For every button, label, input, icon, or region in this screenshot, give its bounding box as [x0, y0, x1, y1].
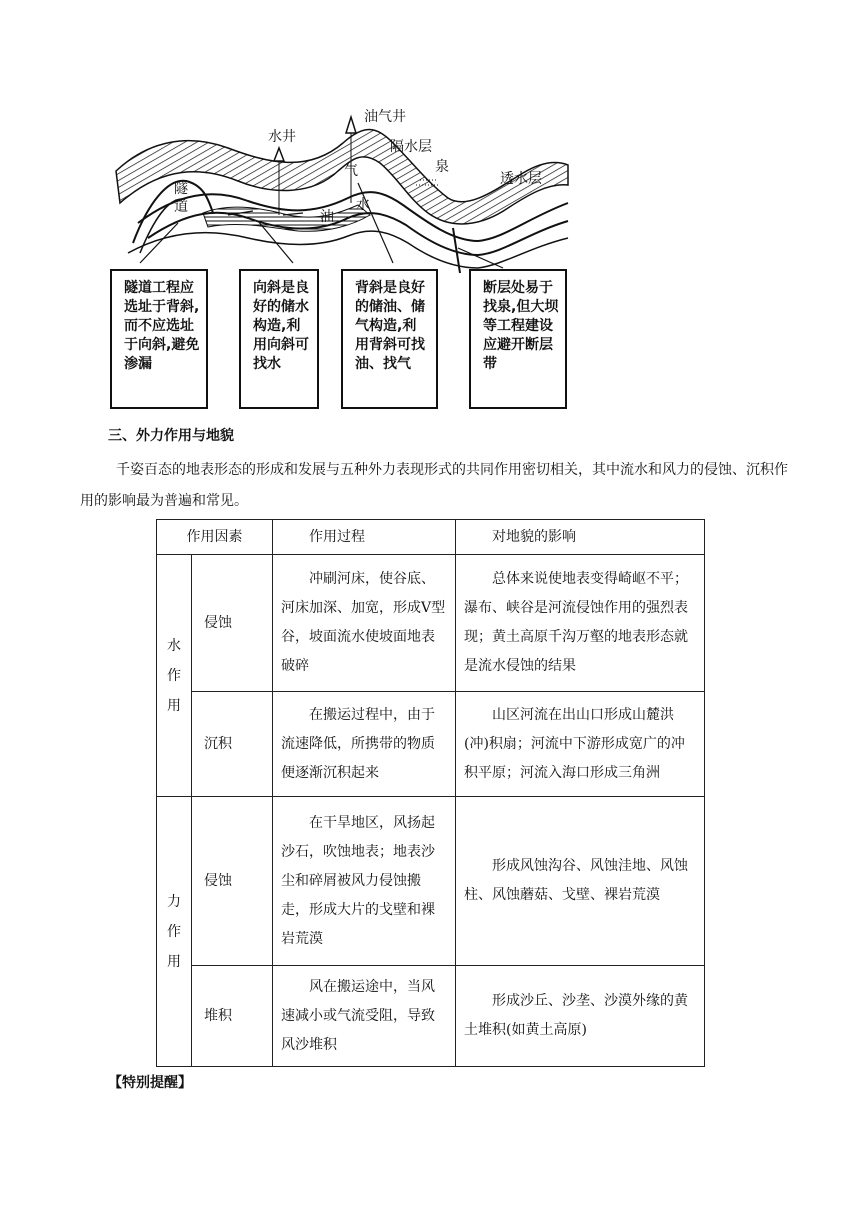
- process-cell: 在干旱地区，风扬起沙石，吹蚀地表；地表沙尘和碎屑被风力侵蚀搬走，形成大片的戈壁和裸岩荒漠: [273, 797, 456, 966]
- factor-cell: 侵蚀: [192, 797, 273, 966]
- factor-cell: 沉积: [192, 692, 273, 797]
- header-factor: 作用因素: [157, 520, 273, 555]
- note-box-anticline: 背斜是良好的储油、储气构造,利用背斜可找油、找气: [341, 269, 438, 409]
- special-reminder: 【特别提醒】: [108, 1075, 192, 1091]
- geology-figure: [108, 103, 571, 413]
- label-aquiclude: 隔水层: [390, 139, 432, 155]
- label-aquifer: 透水层: [500, 171, 542, 187]
- process-cell: 冲刷河床，使谷底、河床加深、加宽，形成V型谷，坡面流水使坡面地表破碎: [273, 555, 456, 692]
- label-spring: 泉: [435, 159, 449, 175]
- note-box-fault: 断层处易于找泉,但大坝等工程建设应避开断层带: [469, 269, 567, 409]
- water-well-icon: [274, 148, 284, 161]
- intro-paragraph: 千姿百态的地表形态的形成和发展与五种外力表现形式的共同作用密切相关，其中流水和风力的侵蚀、沉积作用的影响最为普遍和常见。: [80, 462, 788, 509]
- landform-table: [156, 519, 705, 1067]
- table-row: [157, 966, 705, 1067]
- effect-cell: 形成风蚀沟谷、风蚀洼地、风蚀柱、风蚀蘑菇、戈壁、裸岩荒漠: [456, 797, 705, 966]
- group-water: 水 作 用: [157, 555, 192, 797]
- oil-gas-well-icon: [346, 117, 356, 133]
- label-water: 水: [356, 197, 370, 213]
- factor-cell: 侵蚀: [192, 555, 273, 692]
- factor-cell: 堆积: [192, 966, 273, 1067]
- table-header-row: [157, 520, 705, 555]
- label-gas: 气: [344, 163, 358, 179]
- effect-cell: 形成沙丘、沙垄、沙漠外缘的黄土堆积(如黄土高原): [456, 966, 705, 1067]
- section-title: 三、外力作用与地貌: [108, 428, 234, 444]
- header-effect: 对地貌的影响: [456, 520, 705, 555]
- table-row: [157, 797, 705, 966]
- label-tunnel: 隧道: [174, 181, 188, 215]
- label-oil: 油: [320, 209, 334, 225]
- table-row: [157, 555, 705, 692]
- process-cell: 在搬运过程中，由于流速降低，所携带的物质便逐渐沉积起来: [273, 692, 456, 797]
- note-box-syncline: 向斜是良好的储水构造,利用向斜可找水: [239, 269, 319, 409]
- effect-cell: 山区河流在出山口形成山麓洪(冲)积扇；河流中下游形成宽广的冲积平原；河流入海口形成三角洲: [456, 692, 705, 797]
- group-wind: 力 作 用: [157, 797, 192, 1067]
- effect-cell: 总体来说使地表变得崎岖不平；瀑布、峡谷是河流侵蚀作用的强烈表现；黄土高原千沟万壑的地表形态就是流水侵蚀的结果: [456, 555, 705, 692]
- label-oil-gas-well: 油气井: [364, 109, 406, 125]
- header-process: 作用过程: [273, 520, 456, 555]
- process-cell: 风在搬运途中，当风速减小或气流受阻，导致风沙堆积: [273, 966, 456, 1067]
- label-water-well: 水井: [268, 129, 296, 145]
- table-row: [157, 692, 705, 797]
- note-box-tunnel: 隧道工程应选址于背斜,而不应选址于向斜,避免渗漏: [110, 269, 208, 409]
